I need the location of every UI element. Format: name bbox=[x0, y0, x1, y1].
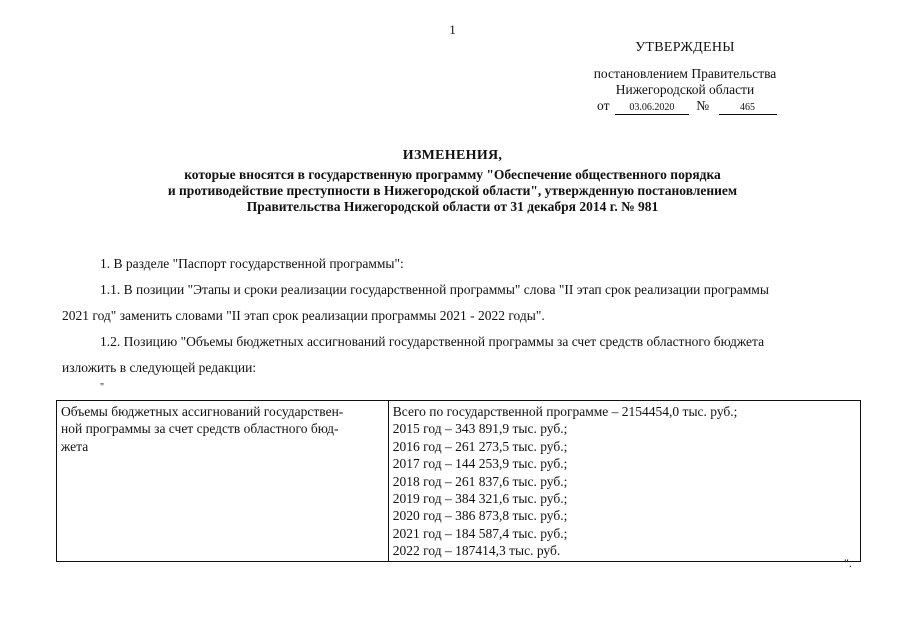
decree-number: 465 bbox=[719, 102, 777, 115]
opening-quote: " bbox=[100, 382, 105, 393]
budget-total: Всего по государственной программе – 2154454,0 тыс. руб.; bbox=[392, 404, 738, 419]
paragraph-1-2-line-2: изложить в следующей редакции: bbox=[62, 360, 257, 375]
table-row bbox=[57, 401, 861, 562]
page-number: 1 bbox=[449, 22, 456, 37]
budget-year-2017: 2017 год – 144 253,9 тыс. руб.; bbox=[392, 456, 568, 472]
decree-date-line bbox=[597, 98, 777, 115]
budget-label-line-2: ной программы за счет средств областного бюд- bbox=[61, 421, 339, 437]
budget-values-cell bbox=[388, 401, 860, 562]
decree-line-1: постановлением Правительства bbox=[593, 66, 777, 81]
budget-year-2015: 2015 год – 343 891,9 тыс. руб.; bbox=[392, 421, 568, 437]
subtitle-line-2: и противодействие преступности в Нижегородской области", утвержденную постановлением bbox=[167, 183, 738, 198]
budget-table bbox=[56, 400, 861, 562]
paragraph-1-1-line-2: 2021 год" заменить словами "II этап срок реализации программы 2021 - 2022 годы". bbox=[62, 308, 545, 323]
decree-reference bbox=[580, 66, 790, 98]
subtitle-line-3: Правительства Нижегородской области от 31 декабря 2014 г. № 981 bbox=[246, 199, 659, 214]
decree-date: 03.06.2020 bbox=[615, 102, 689, 115]
subtitle-line-1: которые вносятся в государственную программу "Обеспечение общественного порядка bbox=[184, 167, 721, 182]
budget-year-2020: 2020 год – 386 873,8 тыс. руб.; bbox=[392, 508, 568, 524]
document-heading: ИЗМЕНЕНИЯ, bbox=[402, 148, 503, 163]
paragraph-1-2-line-1: 1.2. Позицию "Объемы бюджетных ассигнований государственной программы за счет средств областного бюджета bbox=[100, 334, 765, 349]
budget-label-cell bbox=[57, 401, 389, 562]
budget-label-line-1: Объемы бюджетных ассигнований государствен- bbox=[61, 404, 344, 419]
budget-year-2022: 2022 год – 187414,3 тыс. руб. bbox=[392, 543, 561, 559]
decree-line-2: Нижегородской области bbox=[615, 82, 755, 97]
budget-label-line-3: жета bbox=[61, 438, 89, 454]
document-subtitle bbox=[100, 167, 805, 215]
budget-year-2021: 2021 год – 184 587,4 тыс. руб.; bbox=[392, 525, 568, 541]
paragraph-1: 1. В разделе "Паспорт государственной программы": bbox=[100, 256, 404, 271]
approved-stamp: УТВЕРЖДЕНЫ bbox=[635, 40, 735, 55]
number-label: № bbox=[696, 98, 710, 113]
from-label: от bbox=[597, 98, 610, 113]
paragraph-1-1-line-1: 1.1. В позиции "Этапы и сроки реализации государственной программы" слова "II этап срок реализации программы bbox=[100, 282, 769, 297]
budget-year-2016: 2016 год – 261 273,5 тыс. руб.; bbox=[392, 438, 568, 454]
closing-quote: ". bbox=[844, 556, 852, 570]
budget-year-2019: 2019 год – 384 321,6 тыс. руб.; bbox=[392, 491, 568, 507]
budget-year-2018: 2018 год – 261 837,6 тыс. руб.; bbox=[392, 473, 568, 489]
